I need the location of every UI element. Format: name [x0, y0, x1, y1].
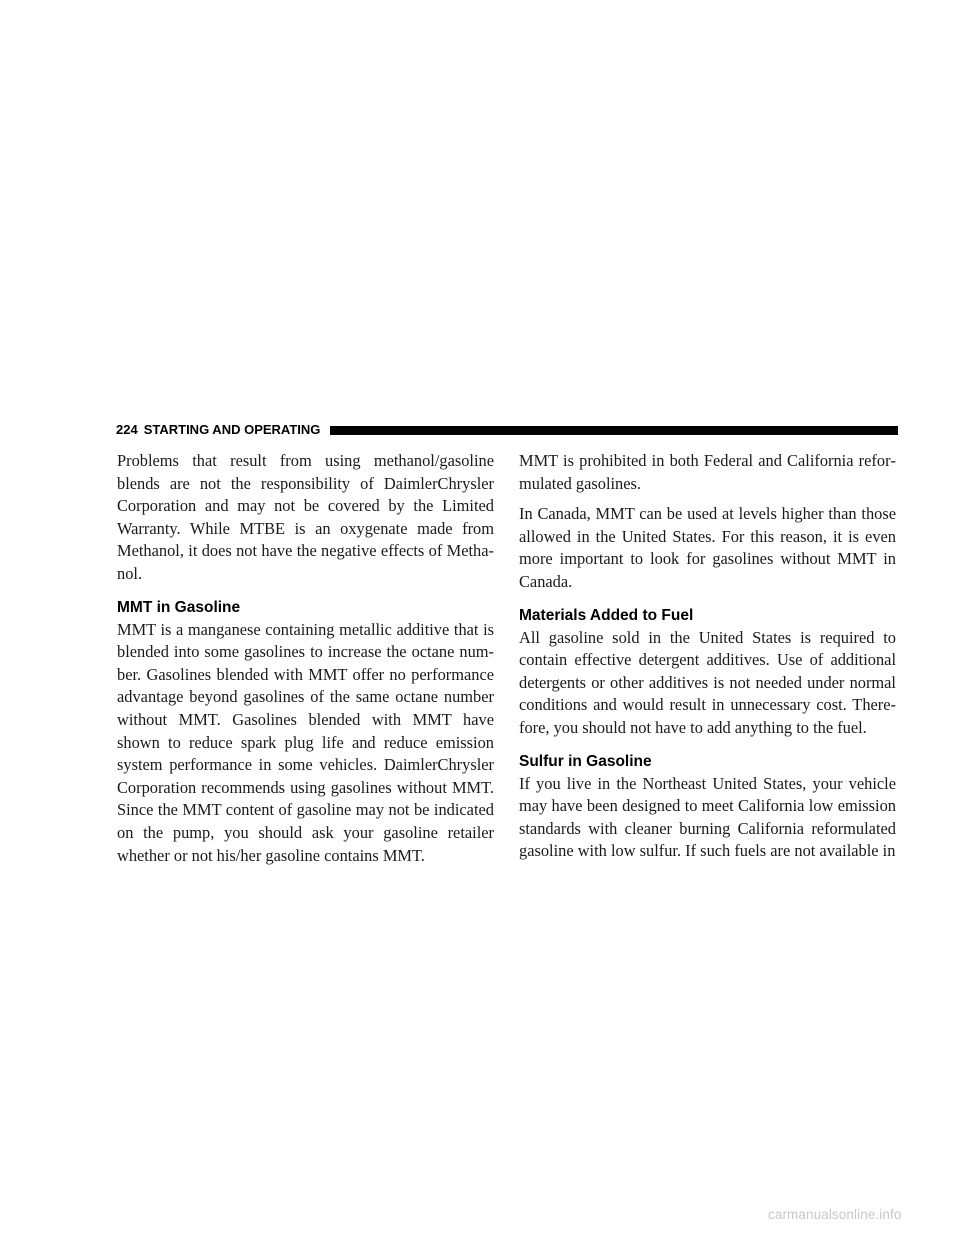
watermark-text: carmanualsonline.info [768, 1207, 902, 1222]
section-title: STARTING AND OPERATING [143, 422, 321, 437]
right-column [519, 450, 896, 863]
canada-paragraph: In Canada, MMT can be used at levels higher than those allowed in the United States. For this reason, it is even more important to look for gasolines without MMT in Canada. [519, 504, 896, 591]
sulfur-heading: Sulfur in Gasoline [519, 752, 652, 770]
header-rule [330, 426, 898, 435]
left-column [117, 450, 494, 867]
materials-paragraph: All gasoline sold in the United States is required to contain effective detergent additives. Use of additional detergents or other additives is not needed under normal conditions and would result in unnecessary cost. Therefore, you should not have to add anything to the fuel. [519, 627, 896, 737]
page-header [116, 419, 898, 441]
materials-heading: Materials Added to Fuel [519, 606, 694, 624]
sulfur-paragraph: If you live in the Northeast United States, your vehicle may have been designed to meet California low emission standards with cleaner burning California reformulated gasoline with low sulfur. If such fuels are not available in [519, 773, 896, 861]
methanol-paragraph: Problems that result from using methanol/gasoline blends are not the responsibility of DaimlerChrysler Corporation and may not be covered by the Limited Warranty. While MTBE is an oxygenate made from Methanol, it does not have the negative effects of Methanol. [117, 451, 494, 583]
mmt-paragraph: MMT is a manganese containing metallic additive that is blended into some gasolines to increase the octane number. Gasolines blended with MMT offer no performance advantage beyond gasolines of the same octane number without MMT. Gasolines blended with MMT have shown to reduce spark plug life and reduce emission system performance in some vehicles. DaimlerChrysler Corporation recommends using gasolines without MMT. Since the MMT content of gasoline may not be indicated on the pump, you should ask your gasoline retailer whether or not his/her gasoline contains MMT. [117, 619, 494, 865]
mmt-heading: MMT in Gasoline [117, 598, 241, 616]
page-number: 224 [116, 422, 138, 437]
mmt-prohibited-paragraph: MMT is prohibited in both Federal and California reformulated gasolines. [519, 451, 896, 493]
